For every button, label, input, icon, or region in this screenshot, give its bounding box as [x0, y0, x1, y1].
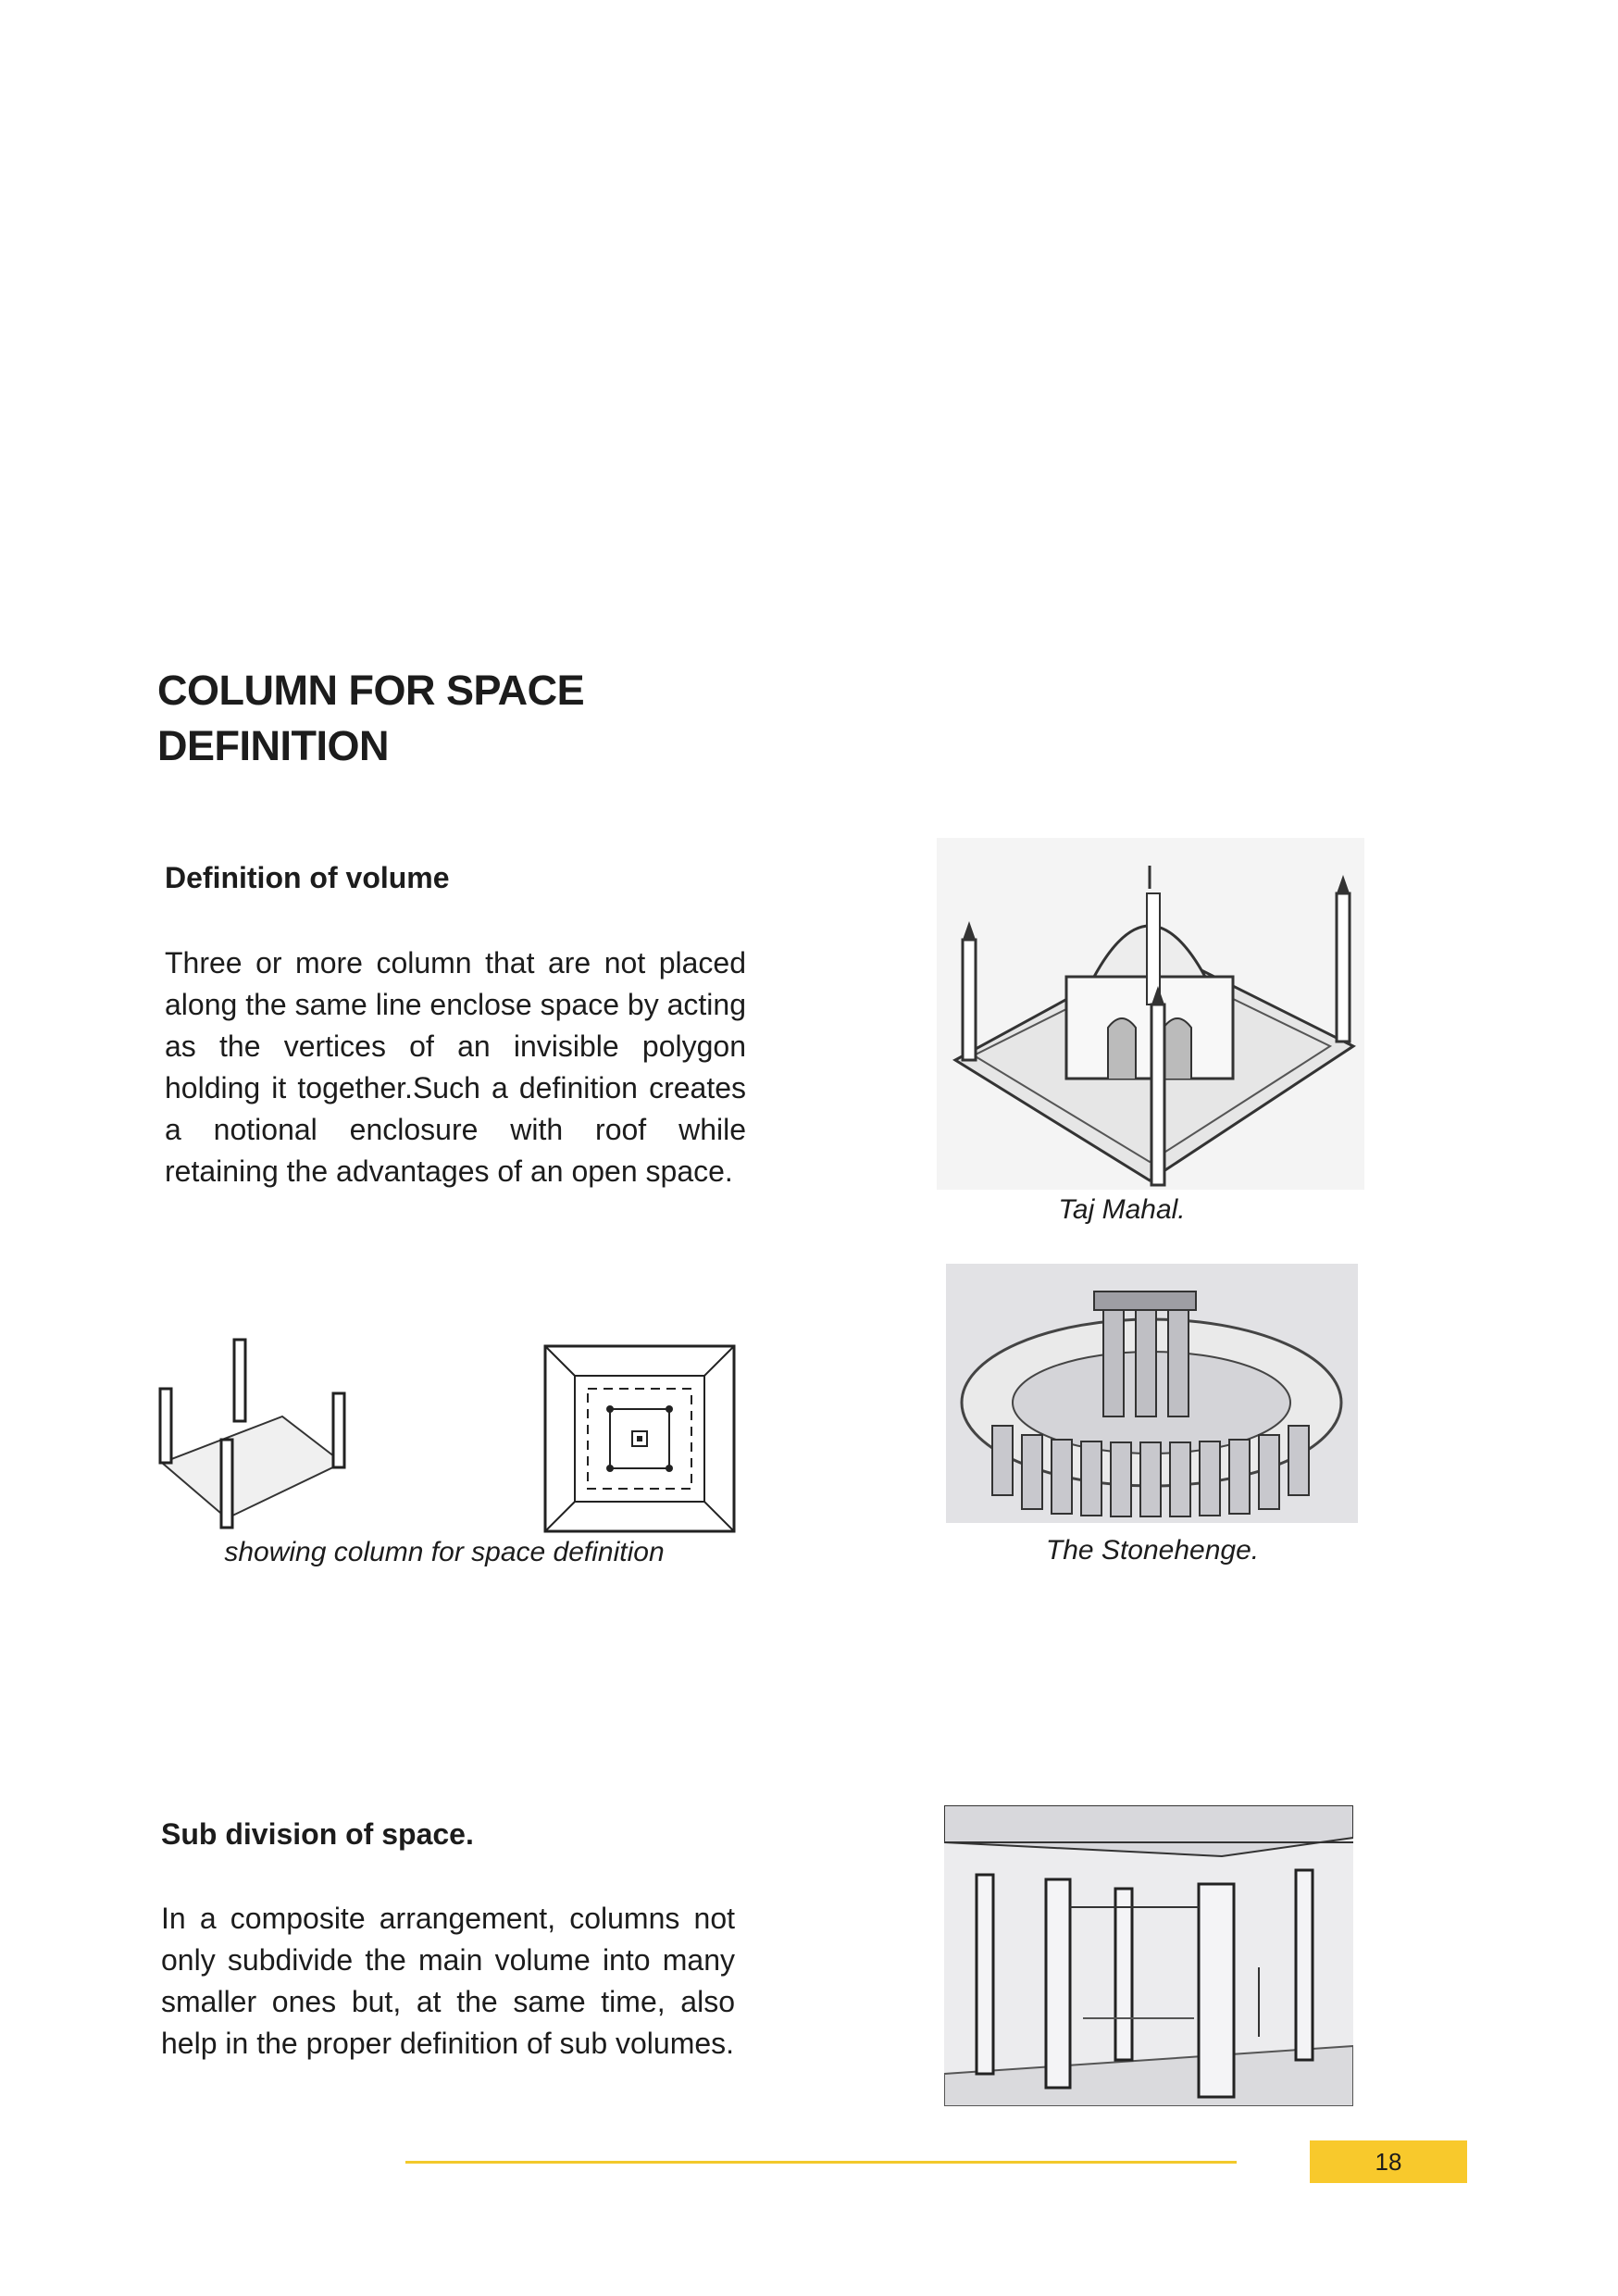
- taj-mahal-caption: Taj Mahal.: [1058, 1194, 1186, 1225]
- column-diagram-caption: showing column for space definition: [224, 1537, 665, 1567]
- column-plan-drawing: [541, 1342, 738, 1537]
- footer-line: [405, 2161, 1237, 2164]
- page-number: 18: [1310, 2140, 1467, 2183]
- taj-mahal-sketch: [937, 838, 1364, 1190]
- stonehenge-sketch: [946, 1264, 1358, 1523]
- column-isometric-drawing: [153, 1329, 366, 1532]
- stonehenge-caption: The Stonehenge.: [1045, 1535, 1260, 1566]
- volume-body: Three or more column that are not placed along the same line enclose space by acting as the vertices of an invisible polygon holding it together.Such a definition creates a notional enclosure with roof while retaining the advantages of an open space.: [165, 946, 746, 1188]
- subdivision-body: In a composite arrangement, columns not only subdivide the main volume into many smaller ones but, at the same time, also help in the proper definition of sub volumes.: [161, 1902, 735, 2060]
- subdivision-heading: Sub division of space.: [161, 1817, 474, 1851]
- section-title: COLUMN FOR SPACE DEFINITION: [157, 667, 585, 769]
- volume-heading: Definition of volume: [165, 861, 450, 894]
- interior-columns-sketch: [944, 1805, 1353, 2106]
